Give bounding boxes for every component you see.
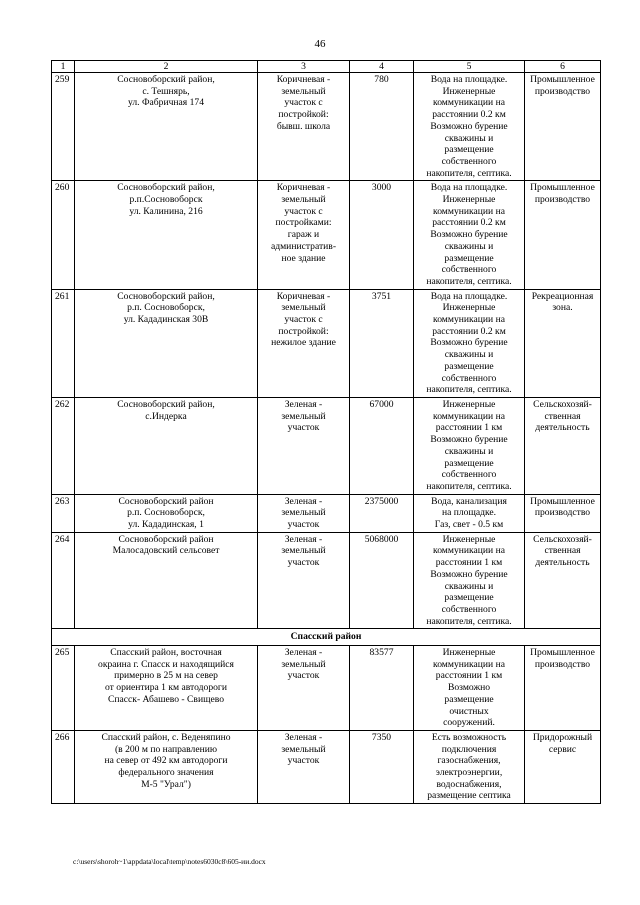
row-number: 264 [52,532,75,629]
location-cell: Сосновоборский район, с. Тешнярь, ул. Фабричная 174 [75,73,258,181]
col-header-5: 5 [414,61,525,73]
location-cell: Сосновоборский район р.п. Сосновоборск, ул. Кададинская, 1 [75,494,258,532]
col-header-3: 3 [258,61,350,73]
purpose-cell: Промышленное производство [525,181,601,289]
infrastructure-cell: Вода на площадке. Инженерные коммуникации на расстоянии 0.2 км Возможно бурение скважины и размещение собственного накопителя, септика. [414,181,525,289]
location-cell: Сосновоборский район, р.п.Сосновоборск ул. Калинина, 216 [75,181,258,289]
plot-type-cell: Зеленая - земельный участок [258,397,350,494]
table-row [52,646,601,731]
plot-type-cell: Зеленая - земельный участок [258,532,350,629]
plot-type-cell: Зеленая - земельный участок [258,494,350,532]
footer-file-path: c:\users\shoroh~1\appdata\local\temp\notes6030c8\605-ии.docx [73,857,266,866]
location-cell: Спасский район, с. Веденяпино (в 200 м по направлению на север от 492 км автодороги федерального значения М-5 "Урал") [75,730,258,803]
row-number: 266 [52,730,75,803]
purpose-cell: Рекреационная зона. [525,289,601,397]
purpose-cell: Промышленное производство [525,73,601,181]
infrastructure-cell: Есть возможность подключения газоснабжения, электроэнергии, водоснабжения, размещение септика [414,730,525,803]
purpose-cell: Придорожный сервис [525,730,601,803]
purpose-cell: Промышленное производство [525,494,601,532]
row-number: 265 [52,646,75,731]
land-plots-table [51,60,601,804]
table-row [52,397,601,494]
area-cell: 3000 [350,181,414,289]
table-row [52,73,601,181]
plot-type-cell: Коричневая - земельный участок с постройками: гараж и административ- ное здание [258,181,350,289]
area-cell: 67000 [350,397,414,494]
section-title: Спасский район [52,629,601,646]
row-number: 261 [52,289,75,397]
plot-type-cell: Зеленая - земельный участок [258,730,350,803]
infrastructure-cell: Вода на площадке. Инженерные коммуникации на расстоянии 0.2 км Возможно бурение скважины и размещение собственного накопителя, септика. [414,73,525,181]
area-cell: 5068000 [350,532,414,629]
row-number: 263 [52,494,75,532]
page-number: 46 [314,38,326,50]
purpose-cell: Сельскохозяй- ственная деятельность [525,532,601,629]
purpose-cell: Сельскохозяй- ственная деятельность [525,397,601,494]
area-cell: 2375000 [350,494,414,532]
area-cell: 83577 [350,646,414,731]
col-header-2: 2 [75,61,258,73]
table-row [52,181,601,289]
area-cell: 3751 [350,289,414,397]
infrastructure-cell: Инженерные коммуникации на расстоянии 1 км Возможно бурение скважины и размещение собственного накопителя, септика. [414,397,525,494]
table-row [52,494,601,532]
area-cell: 780 [350,73,414,181]
location-cell: Сосновоборский район, р.п. Сосновоборск, ул. Кададинская 30В [75,289,258,397]
infrastructure-cell: Вода на площадке. Инженерные коммуникации на расстоянии 0.2 км Возможно бурение скважины и размещение собственного накопителя, септика. [414,289,525,397]
col-header-4: 4 [350,61,414,73]
section-header-row [52,629,601,646]
plot-type-cell: Коричневая - земельный участок с постройкой: бывш. школа [258,73,350,181]
plot-type-cell: Коричневая - земельный участок с постройкой: нежилое здание [258,289,350,397]
location-cell: Сосновоборский район, с.Индерка [75,397,258,494]
infrastructure-cell: Инженерные коммуникации на расстоянии 1 км Возможно бурение скважины и размещение собственного накопителя, септика. [414,532,525,629]
row-number: 260 [52,181,75,289]
purpose-cell: Промышленное производство [525,646,601,731]
row-number: 262 [52,397,75,494]
header-row [52,61,601,73]
table-row [52,730,601,803]
infrastructure-cell: Инженерные коммуникации на расстоянии 1 км Возможно размещение очистных сооружений. [414,646,525,731]
table-row [52,532,601,629]
location-cell: Сосновоборский район Малосадовский сельсовет [75,532,258,629]
infrastructure-cell: Вода, канализация на площадке. Газ, свет - 0.5 км [414,494,525,532]
table-row [52,289,601,397]
area-cell: 7350 [350,730,414,803]
col-header-6: 6 [525,61,601,73]
row-number: 259 [52,73,75,181]
col-header-1: 1 [52,61,75,73]
plot-type-cell: Зеленая - земельный участок [258,646,350,731]
location-cell: Спасский район, восточная окраина г. Спасск и находящийся примерно в 25 м на север от ориентира 1 км автодороги Спасск- Абашево - Свищево [75,646,258,731]
